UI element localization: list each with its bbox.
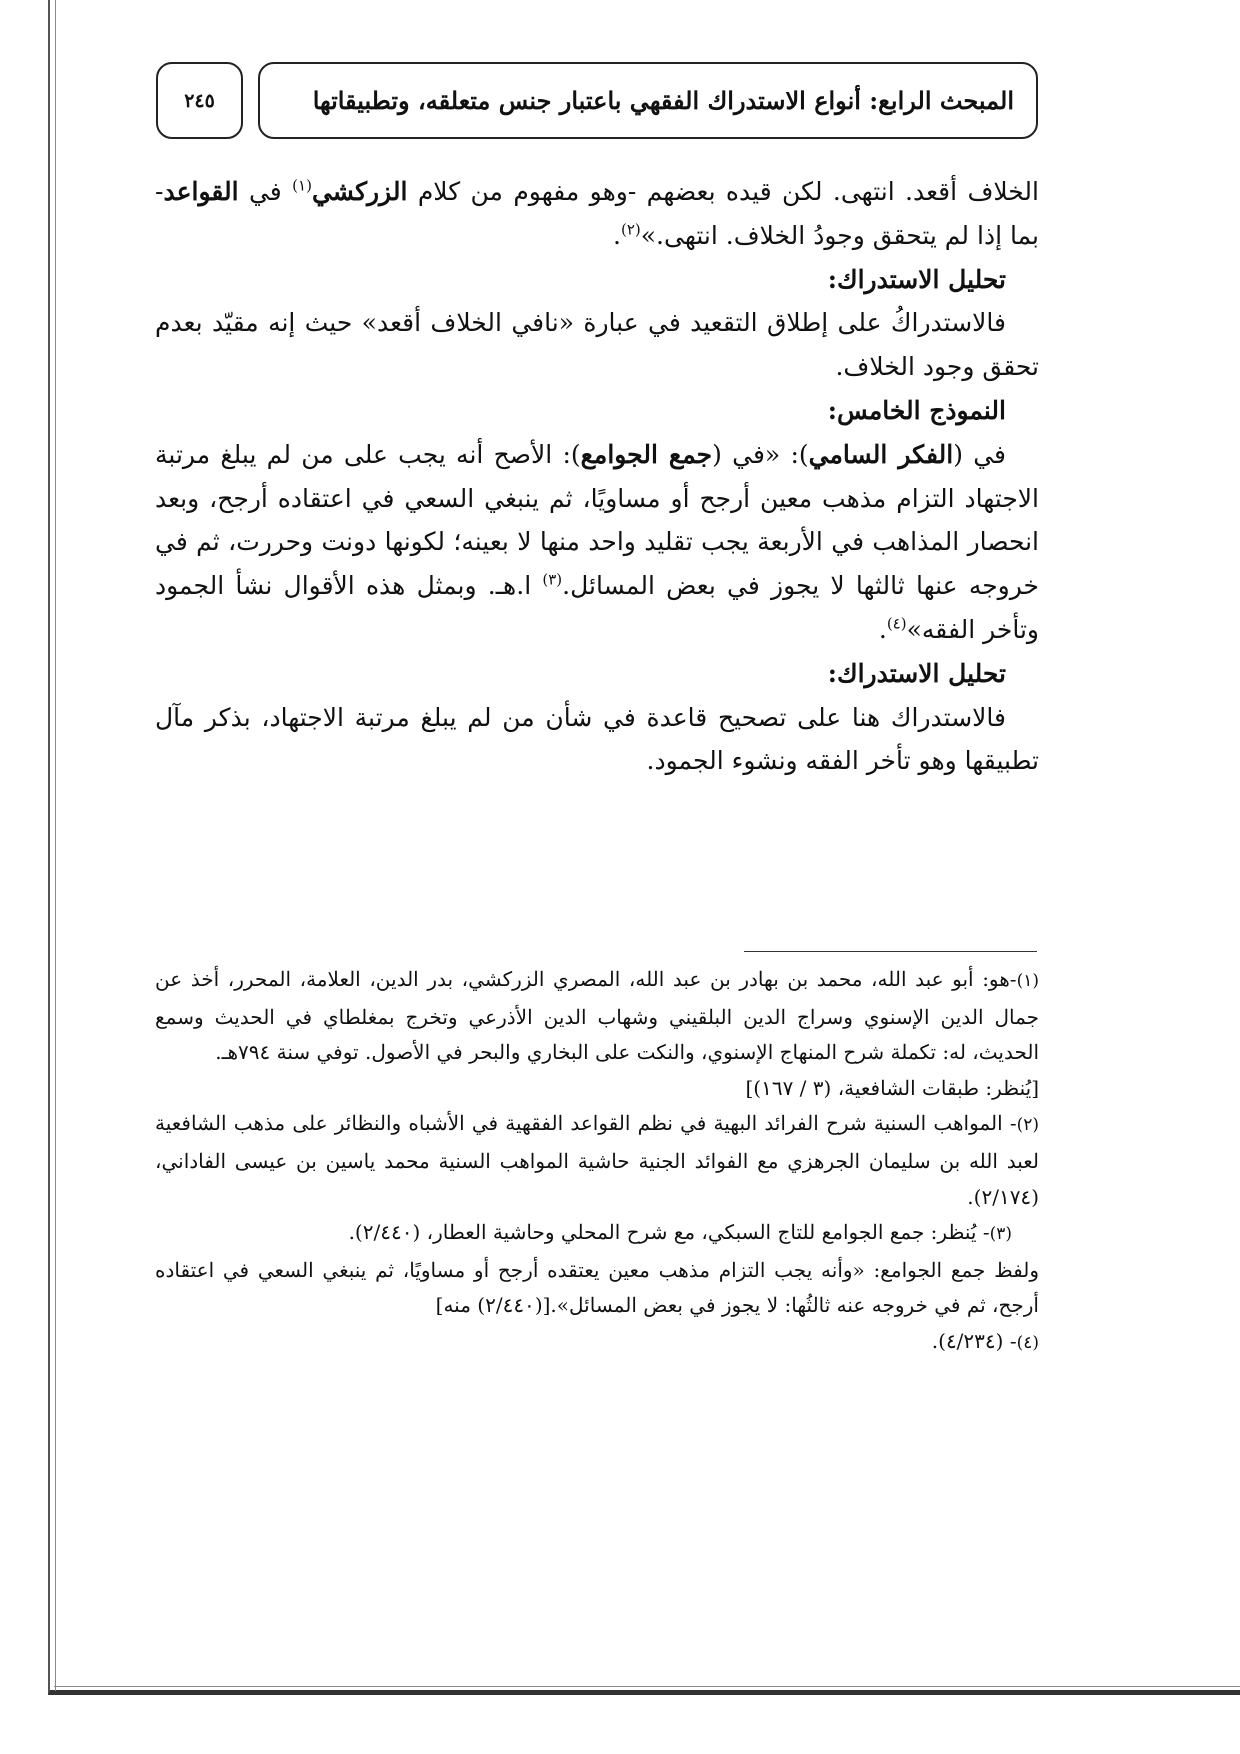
text-run: في ( xyxy=(953,439,1006,469)
text-run: - بما إذا لم يتحقق وجودُ الخلاف. انتهى.» xyxy=(155,177,1039,250)
text-run: . xyxy=(878,614,887,644)
footnote-ref[interactable]: (٤) xyxy=(886,614,907,633)
section-heading: تحليل الاستدراك: xyxy=(827,658,1006,688)
section-heading: النموذج الخامس: xyxy=(827,395,1006,425)
page-number-box xyxy=(156,62,243,139)
header-title: المبحث الرابع: أنواع الاستدراك الفقهي باعتبار جنس متعلقه، وتطبيقاتها xyxy=(312,86,1014,115)
footnote-text: -هو: أبو عبد الله، محمد بن بهادر بن عبد الله، المصري الزركشي، بدر الدين، العلامة، المحرر، أخذ عن جمال الدين الإسنوي وسراج الدين البلقيني وشهاب الدين الأذرعي وتخرج بمغلطاي في الحديث وسمع الحديث، له: تكملة شرح المنهاج الإسنوي، والنكت على البخاري والبحر في الأصول. توفي سنة ٧٩٤هـ. xyxy=(155,967,1039,1065)
text-run: ): «في ( xyxy=(712,439,809,469)
footnote-mark: (٣) xyxy=(989,1224,1012,1245)
footnote-mark: (١) xyxy=(1016,971,1039,991)
footnote xyxy=(155,1106,1039,1215)
footnote-mark: (٢) xyxy=(1016,1115,1039,1136)
footnote-ref[interactable]: (٢) xyxy=(620,220,641,239)
footnote-ref[interactable]: (٣) xyxy=(542,570,563,589)
page-number: ٢٤٥ xyxy=(184,89,215,112)
footnote-reference: [يُنظر: طبقات الشافعية، (٣ / ١٦٧)] xyxy=(745,1075,1039,1100)
footnote-text: - يُنظر: جمع الجوامع للتاج السبكي، مع شرح المحلي وحاشية العطار، (٢/٤٤٠). xyxy=(348,1220,990,1245)
footnote-mark: (٤) xyxy=(1016,1332,1039,1353)
footnotes xyxy=(155,962,1039,1362)
footnote-continuation: ولفظ جمع الجوامع: «وأنه يجب التزام مذهب معين يعتقده أرجح أو مساويًا، ثم ينبغي السعي في اعتقاده أرجح، ثم في خروجه عنه ثالثُها: لا يجوز في بعض المسائل».[(٢/٤٤٠) منه] xyxy=(155,1257,1039,1318)
footnote xyxy=(155,962,1039,1071)
footnote-text: - المواهب السنية شرح الفرائد البهية في نظم القواعد الفقهية في الأشباه والنظائر على مذهب الشافعية لعبد الله بن سليمان الجرهزي مع الفوائد الجنية حاشية المواهب السنية محمد ياسين بن عيسى الفاداني، (٢/١٧٤). xyxy=(155,1111,1039,1209)
footnote xyxy=(155,1324,1039,1362)
bold-name: القواعد xyxy=(163,177,239,206)
text-run: . xyxy=(613,220,621,250)
paragraph xyxy=(155,170,1039,258)
paragraph xyxy=(155,433,1039,652)
footnote-separator xyxy=(744,951,1037,952)
text-run: ): الأصح أنه يجب على من لم يبلغ مرتبة الاجتهاد التزام مذهب معين أرجح أو مساويًا، ثم ينبغي السعي في اعتقاده أرجح، وبعد انحصار المذاهب في الأربعة يجب تقليد واحد منها لا بعينه؛ لكونها دونت وحررت، ثم في خروجه عنها ثالثها لا يجوز في بعض المسائل. xyxy=(155,439,1039,601)
main-text xyxy=(155,170,1039,783)
paragraph: فالاستدراكُ على إطلاق التقعيد في عبارة «نافي الخلاف أقعد» حيث إنه مقيّد بعدم تحقق وجود الخلاف. xyxy=(155,308,1039,382)
running-header xyxy=(258,62,1038,139)
footnote-ref[interactable]: (١) xyxy=(292,176,312,195)
bold-name: الفكر السامي xyxy=(808,439,954,469)
text-run: الخلاف أقعد. انتهى. لكن قيده بعضهم -وهو مفهوم من كلام xyxy=(407,177,1039,206)
footnote-text: - (٤/٢٣٤). xyxy=(931,1328,1017,1353)
text-run: في xyxy=(238,177,293,206)
bold-name: جمع الجوامع xyxy=(580,439,713,469)
bold-name: الزركشي xyxy=(311,177,408,206)
section-heading: تحليل الاستدراك: xyxy=(827,264,1006,294)
text-run: ا.هـ. وبمثل هذه الأقوال نشأ الجمود وتأخر الفقه» xyxy=(155,571,1039,644)
paragraph: فالاستدراك هنا على تصحيح قاعدة في شأن من لم يبلغ مرتبة الاجتهاد، بذكر مآل تطبيقها وهو تأخر الفقه ونشوء الجمود. xyxy=(155,702,1039,776)
footnote xyxy=(155,1215,1039,1253)
